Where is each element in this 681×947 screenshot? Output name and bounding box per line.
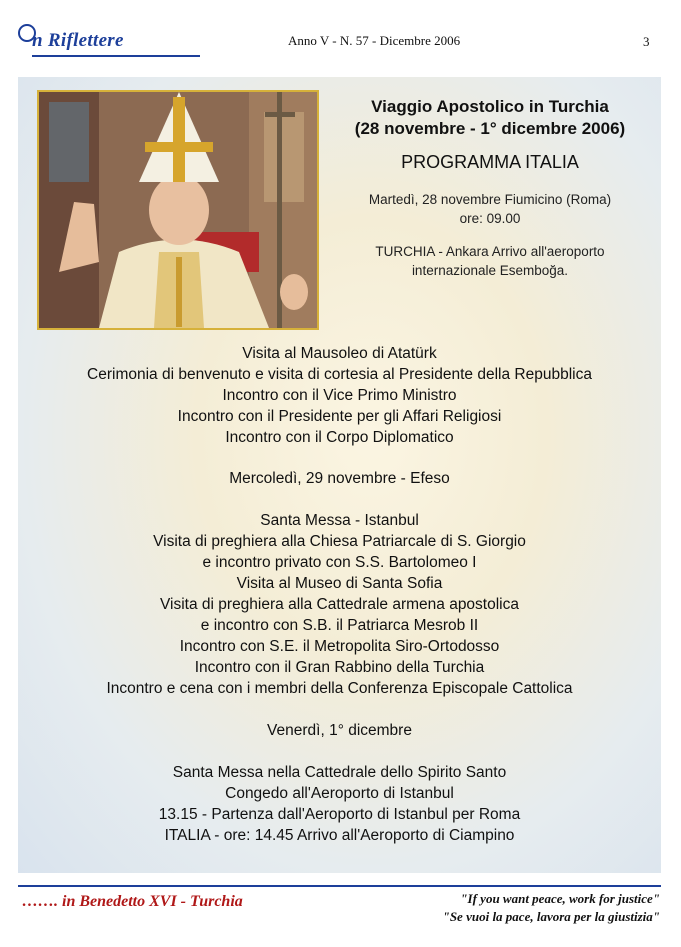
event-line: Incontro e cena con i membri della Conferenza Episcopale Cattolica (106, 680, 573, 697)
day3-heading: Venerdì, 1° dicembre (267, 722, 412, 739)
event-line: Incontro con il Presidente per gli Affari Religiosi (177, 408, 502, 425)
departure-line: Martedì, 28 novembre Fiumicino (Roma) (368, 192, 612, 207)
departure-info (330, 190, 650, 228)
publication-logo (18, 24, 198, 60)
trip-dates-line: (28 novembre - 1° dicembre 2006) (354, 119, 626, 138)
event-line: Santa Messa - Istanbul (260, 512, 419, 529)
footer-section-title: ……. in Benedetto XVI - Turchia (22, 893, 243, 910)
day2-events (18, 510, 661, 699)
departure-time: ore: 09.00 (459, 211, 521, 226)
event-line: e incontro con S.B. il Patriarca Mesrob II (200, 617, 479, 634)
event-line: Visita al Mausoleo di Atatürk (242, 345, 437, 362)
arrival-info (330, 242, 650, 280)
event-line: Incontro con il Gran Rabbino della Turchia (194, 659, 485, 676)
day3-events (18, 762, 661, 846)
event-line: Cerimonia di benvenuto e visita di cortesia al Presidente della Repubblica (87, 366, 592, 383)
pope-photo (37, 90, 319, 330)
quote-english: "If you want peace, work for justice" (460, 891, 660, 906)
pope-illustration (39, 92, 317, 328)
day1-events (18, 343, 661, 448)
event-line: 13.15 - Partenza dall'Aeroporto di Istanbul per Roma (158, 806, 521, 823)
logo-underline (32, 55, 200, 57)
quote-italian: "Se vuoi la pace, lavora per la giustizia" (442, 909, 660, 924)
program-title: PROGRAMMA ITALIA (401, 152, 579, 172)
footer-quote (380, 890, 660, 926)
event-line: Incontro con il Corpo Diplomatico (225, 429, 454, 446)
footer-divider (18, 885, 661, 887)
event-line: Incontro con il Vice Primo Ministro (222, 387, 457, 404)
event-line: Incontro con S.E. il Metropolita Siro-Ortodosso (179, 638, 500, 655)
event-line: e incontro privato con S.S. Bartolomeo I (202, 554, 477, 571)
trip-title (330, 96, 650, 140)
issue-info: Anno V - N. 57 - Dicembre 2006 (288, 33, 461, 48)
event-line: Visita di preghiera alla Cattedrale armena apostolica (159, 596, 519, 613)
event-line: Congedo all'Aeroporto di Istanbul (225, 785, 454, 802)
title-block (330, 96, 650, 280)
logo-text: n Riflettere (32, 30, 124, 51)
page-number: 3 (643, 34, 650, 49)
arrival-line: TURCHIA - Ankara Arrivo all'aeroporto (375, 244, 605, 259)
event-line: Visita di preghiera alla Chiesa Patriarcale di S. Giorgio (153, 533, 526, 550)
event-line: Visita al Museo di Santa Sofia (236, 575, 443, 592)
arrival-airport: internazionale Esemboğa. (411, 263, 569, 278)
page-header (0, 0, 681, 70)
event-line: ITALIA - ore: 14.45 Arrivo all'Aeroporto di Ciampino (164, 827, 515, 844)
trip-title-line: Viaggio Apostolico in Turchia (371, 97, 609, 116)
event-line: Santa Messa nella Cattedrale dello Spirito Santo (172, 764, 507, 781)
day2-heading: Mercoledì, 29 novembre - Efeso (229, 470, 450, 487)
